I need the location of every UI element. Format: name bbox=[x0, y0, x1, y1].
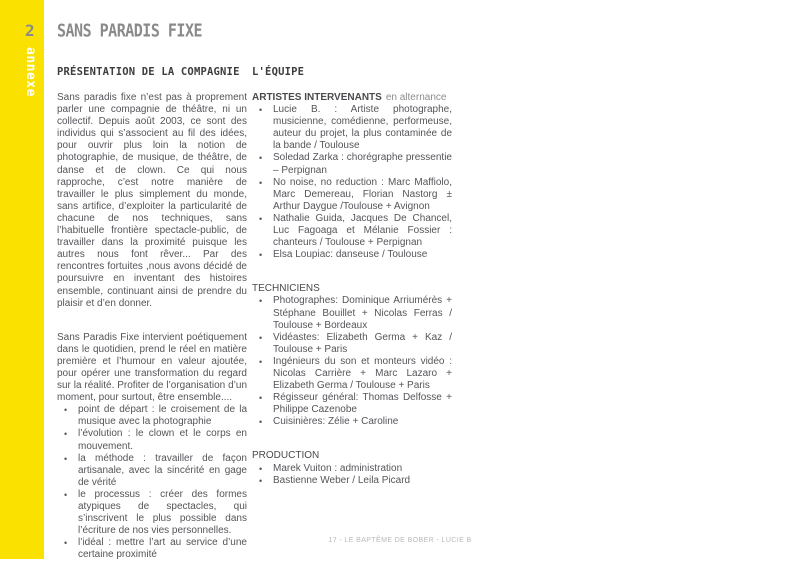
annexe-tab bbox=[0, 0, 44, 559]
page-title: SANS PARADIS FIXE bbox=[57, 20, 203, 42]
list-item: • Nathalie Guida, Jacques De Chancel, Luc Fagoaga et Mélanie Fossier : chanteurs / Toulouse + Perpignan bbox=[252, 213, 452, 249]
team-group-label-text: ARTISTES INTERVENANTS bbox=[252, 92, 382, 103]
presentation-column bbox=[57, 66, 247, 561]
list-item: • Cuisinières: Zélie + Caroline bbox=[252, 416, 452, 428]
team-member-list-artistes bbox=[252, 104, 452, 261]
equipe-column bbox=[252, 66, 452, 487]
list-item: • Elsa Loupiac: danseuse / Toulouse bbox=[252, 249, 452, 261]
annexe-tab-label: annexe bbox=[23, 47, 38, 97]
section-heading-equipe: L'ÉQUIPE bbox=[252, 66, 305, 78]
page-footer: 17 - LE BAPTÊME DE BOBER - LUCIE B bbox=[328, 537, 472, 544]
list-item: • Soledad Zarka : chorégraphe pressentie – Perpignan bbox=[252, 152, 452, 176]
list-item: • Vidéastes: Elizabeth Germa + Kaz / Toulouse + Paris bbox=[252, 332, 452, 356]
list-item: • Marek Vuiton : administration bbox=[252, 463, 452, 475]
team-member-list-techniciens bbox=[252, 295, 452, 428]
list-item: • Ingénieurs du son et monteurs vidéo : Nicolas Carrière + Marc Lazaro + Elizabeth Germa / Toulouse + Paris bbox=[252, 356, 452, 392]
list-item: • le processus : créer des formes atypiques de spectacles, qui s’inscrivent le plus possible dans l’écriture de nos vies personnelles. bbox=[57, 489, 247, 537]
team-group-production bbox=[252, 450, 452, 486]
team-group-label-text: TECHNICIENS bbox=[252, 283, 320, 295]
team-group-label-suffix: en alternance bbox=[385, 92, 447, 103]
section-heading-presentation: PRÉSENTATION DE LA COMPAGNIE bbox=[57, 66, 240, 78]
team-group-label bbox=[252, 92, 452, 104]
list-item: • Régisseur général: Thomas Delfosse + Philippe Cazenobe bbox=[252, 392, 452, 416]
presentation-paragraph-2: Sans Paradis Fixe intervient poétiquement dans le quotidien, prend le réel en matière première et l’humour en valeur ajoutée, pour opérer une transformation du regard sur la réalité. Profiter de l’organisation d’un moment, pour surtout, être ensemble.... bbox=[57, 331, 247, 404]
presentation-paragraph-1: Sans paradis fixe n’est pas à proprement parler une compagnie de théâtre, ni un collectif. Depuis août 2003, ce sont des individus qui s’associent au fil des idées, pour ouvrir plus loin la notion de photographie, de musique, de théâtre, de danse et de clown. Ce qui nous rapproche, c’est notre manière de travailler le plus simplement du monde, sans artifice, d’exploiter la particularité de chacune de nos techniques, sans l’habituelle frontière spectacle-public, de travailler dans la proximité puisque les autres nous font rêver... Par des rencontres fortuites ,nous avons décidé de poursuivre en inventant des histoires ensemble, continuant ainsi de prendre du plaisir et d’en donner. bbox=[57, 92, 247, 309]
list-item: • Photographes: Dominique Arriumérès + Stéphane Bouillet + Nicolas Ferras / Toulouse + Bordeaux bbox=[252, 295, 452, 331]
list-item: • No noise, no reduction : Marc Maffiolo, Marc Demereau, Florian Nastorg ± Arthur Daygue /Toulouse + Avignon bbox=[252, 177, 452, 213]
team-group-artistes bbox=[252, 92, 452, 261]
list-item: • l’évolution : le clown et le corps en mouvement. bbox=[57, 428, 247, 452]
team-group-techniciens bbox=[252, 283, 452, 428]
annexe-tab-number: 2 bbox=[25, 21, 35, 40]
list-item: • point de départ : le croisement de la musique avec la photographie bbox=[57, 404, 247, 428]
team-member-list-production bbox=[252, 463, 452, 487]
team-group-label bbox=[252, 450, 452, 462]
list-item: • Lucie B. : Artiste photographe, musicienne, comédienne, performeuse, auteur du projet, la plus contaminée de la bande / Toulouse bbox=[252, 104, 452, 152]
list-item: • la méthode : travailler de façon artisanale, avec la sincérité en gage de vérité bbox=[57, 453, 247, 489]
list-item: • Bastienne Weber / Leila Picard bbox=[252, 475, 452, 487]
team-group-label bbox=[252, 283, 452, 295]
team-group-label-text: PRODUCTION bbox=[252, 450, 320, 462]
list-item: • l’idéal : mettre l’art au service d’une certaine proximité bbox=[57, 537, 247, 561]
